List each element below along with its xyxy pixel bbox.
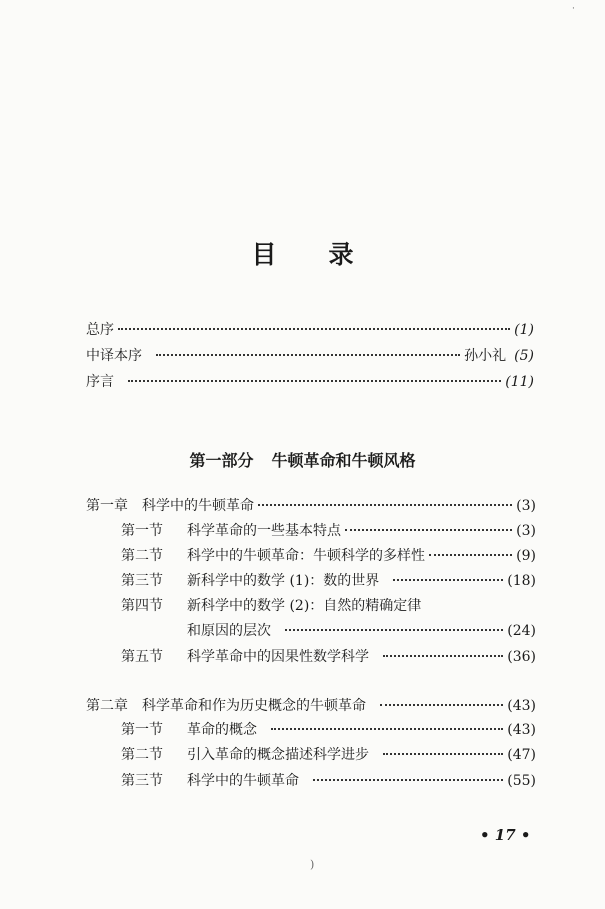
section-title: 新科学中的数学 (1)：数的世界 bbox=[187, 573, 380, 589]
chapter-label: 第二章 科学革命和作为历史概念的牛顿革命 bbox=[86, 698, 366, 714]
section-number: 第二节 bbox=[121, 548, 163, 564]
toc-section-1-4-cont[interactable] bbox=[187, 621, 536, 641]
toc-entry-preface-general[interactable] bbox=[86, 320, 534, 340]
chapter-label: 第一章 科学中的牛顿革命 bbox=[86, 498, 254, 514]
toc-chapter-1[interactable] bbox=[86, 496, 536, 516]
section-page: (24) bbox=[507, 623, 536, 639]
entry-page: (1) bbox=[514, 322, 534, 338]
part-name: 牛顿革命和牛顿风格 bbox=[271, 451, 416, 470]
entry-label: 中译本序 bbox=[86, 348, 142, 364]
section-title: 科学中的牛顿革命：牛顿科学的多样性 bbox=[187, 548, 425, 564]
section-title: 新科学中的数学 (2)：自然的精确定律 bbox=[187, 598, 422, 614]
page-title: 目录 bbox=[251, 240, 406, 269]
section-number: 第二节 bbox=[121, 747, 163, 763]
toc-section-2-2[interactable] bbox=[121, 745, 536, 765]
leader-dots bbox=[118, 328, 510, 330]
chapter-page: (43) bbox=[507, 698, 536, 714]
section-number: 第五节 bbox=[121, 649, 163, 665]
leader-dots bbox=[271, 728, 503, 730]
entry-label: 总序 bbox=[86, 322, 114, 338]
part-number: 第一部分 bbox=[189, 451, 254, 470]
entry-page: (5) bbox=[514, 348, 534, 364]
leader-dots bbox=[380, 704, 503, 706]
chapter-page: (3) bbox=[516, 498, 536, 514]
toc-section-2-3[interactable] bbox=[121, 771, 536, 791]
toc-section-2-1[interactable] bbox=[121, 720, 536, 740]
leader-dots bbox=[393, 579, 503, 581]
bottom-mark: ) bbox=[310, 858, 315, 871]
leader-dots bbox=[383, 655, 503, 657]
section-page: (9) bbox=[516, 548, 536, 564]
leader-dots bbox=[313, 779, 503, 781]
section-page: (3) bbox=[516, 523, 536, 539]
leader-dots bbox=[128, 380, 501, 382]
section-number: 第三节 bbox=[121, 573, 163, 589]
section-number: 第四节 bbox=[121, 598, 163, 614]
section-title: 科学革命中的因果性数学科学 bbox=[187, 649, 369, 665]
toc-section-1-5[interactable] bbox=[121, 647, 536, 667]
leader-dots bbox=[429, 554, 512, 556]
section-page: (47) bbox=[507, 747, 536, 763]
section-number: 第三节 bbox=[121, 773, 163, 789]
corner-mark: · bbox=[572, 4, 575, 14]
entry-label: 序言 bbox=[86, 374, 114, 390]
toc-chapter-2[interactable] bbox=[86, 696, 536, 716]
section-title: 引入革命的概念描述科学进步 bbox=[187, 747, 369, 763]
toc-entry-preface[interactable] bbox=[86, 372, 534, 392]
section-page: (43) bbox=[507, 722, 536, 738]
leader-dots bbox=[345, 529, 512, 531]
section-title: 科学中的牛顿革命 bbox=[187, 773, 299, 789]
entry-page: (11) bbox=[505, 374, 534, 390]
section-page: (55) bbox=[507, 773, 536, 789]
section-number: 第一节 bbox=[121, 722, 163, 738]
toc-section-1-1[interactable] bbox=[121, 521, 536, 541]
leader-dots bbox=[383, 753, 503, 755]
leader-dots bbox=[258, 504, 512, 506]
section-title: 科学革命的一些基本特点 bbox=[187, 523, 341, 539]
section-title: 革命的概念 bbox=[187, 722, 257, 738]
toc-section-1-2[interactable] bbox=[121, 546, 536, 566]
part-heading bbox=[0, 448, 605, 471]
toc-entry-translator-preface[interactable] bbox=[86, 346, 534, 366]
section-page: (18) bbox=[507, 573, 536, 589]
page-number: • 17 • bbox=[480, 826, 531, 844]
section-number: 第一节 bbox=[121, 523, 163, 539]
section-page: (36) bbox=[507, 649, 536, 665]
toc-section-1-4[interactable] bbox=[121, 596, 536, 616]
leader-dots bbox=[156, 354, 460, 356]
section-title-cont: 和原因的层次 bbox=[187, 623, 271, 639]
toc-section-1-3[interactable] bbox=[121, 571, 536, 591]
entry-author: 孙小礼 bbox=[464, 348, 507, 364]
leader-dots bbox=[285, 629, 503, 631]
